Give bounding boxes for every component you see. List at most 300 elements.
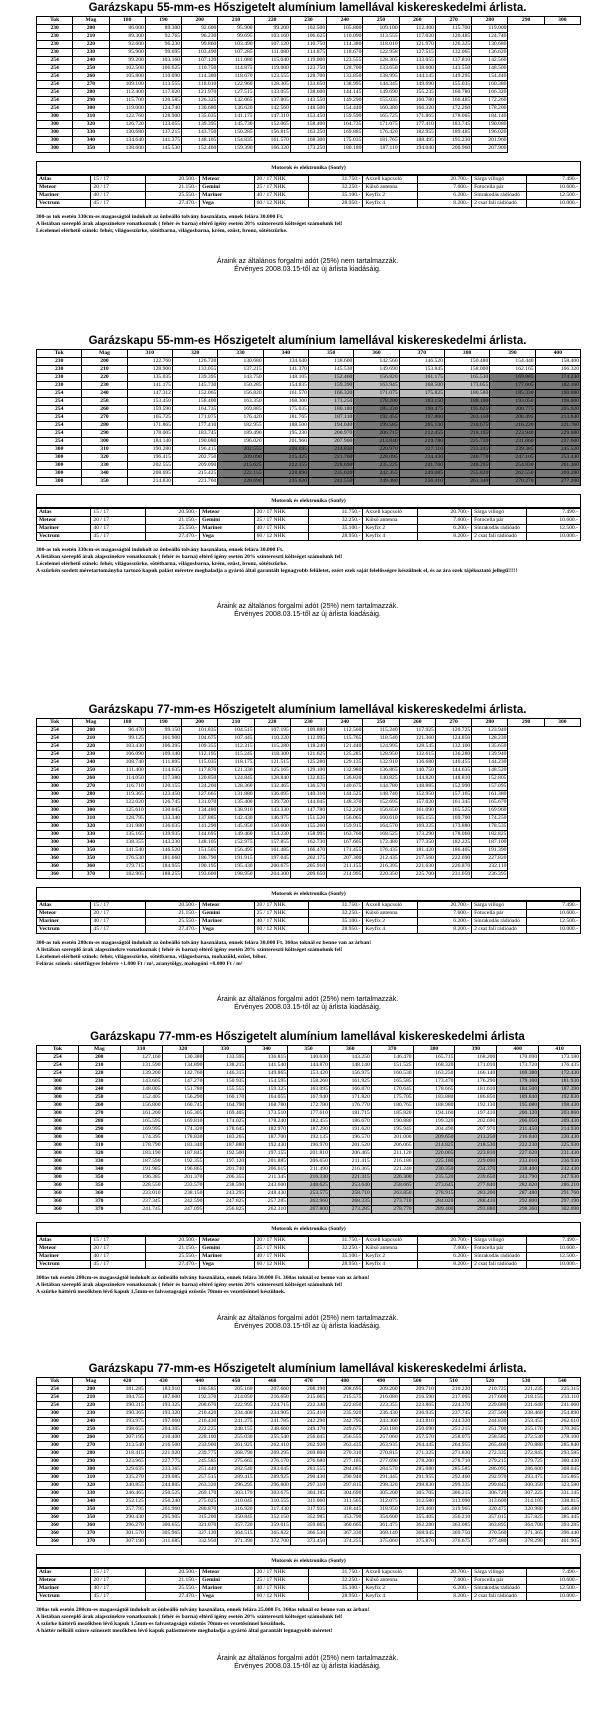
row-key: 320 bbox=[73, 1482, 109, 1490]
accessory-cell: Meteor bbox=[37, 1577, 91, 1585]
price-cell: 293.880 bbox=[455, 1206, 497, 1214]
price-cell: 250.525 bbox=[145, 1490, 181, 1498]
price-cell: 122.760 bbox=[127, 358, 172, 366]
accessory-cell: Gemini bbox=[200, 1577, 254, 1585]
price-cell: 175.705 bbox=[371, 1094, 413, 1102]
accessory-cell: 20.500.- bbox=[145, 176, 199, 184]
price-cell: 257.060 bbox=[363, 1434, 399, 1442]
price-cell: 137.215 bbox=[218, 366, 263, 374]
price-cell: 373.450 bbox=[290, 1538, 326, 1546]
notes-block bbox=[36, 547, 596, 603]
row-key: 260 bbox=[78, 1102, 120, 1110]
price-cell: 233.010 bbox=[497, 1158, 539, 1166]
price-cell: 181.285 bbox=[109, 1386, 145, 1394]
row-key: 340 bbox=[78, 1166, 120, 1174]
accessory-cell: Keyfix 2 bbox=[363, 525, 417, 533]
price-cell: 140.310 bbox=[290, 791, 326, 799]
accessory-cell: 25.550.- bbox=[145, 1585, 199, 1593]
price-cell: 181.420 bbox=[399, 847, 435, 855]
price-cell: 242.590 bbox=[162, 1198, 204, 1206]
row-key: 260 bbox=[73, 775, 109, 783]
price-cell: 136.280 bbox=[435, 751, 471, 759]
price-cell: 212.455 bbox=[399, 430, 444, 438]
price-cell: 296.270 bbox=[109, 1522, 145, 1530]
price-cell: 138.600 bbox=[109, 145, 145, 153]
price-cell: 171.010 bbox=[455, 1062, 497, 1070]
price-cell: 271.325 bbox=[399, 1450, 435, 1458]
price-cell: 127.515 bbox=[399, 49, 435, 57]
accessory-cell: 20.700.- bbox=[417, 902, 471, 910]
row-key: 300 bbox=[37, 1498, 73, 1506]
price-cell: 116.710 bbox=[109, 783, 145, 791]
price-cell: 96.470 bbox=[109, 727, 145, 735]
table-row bbox=[37, 1110, 581, 1118]
accessory-cell: Mariner bbox=[200, 1585, 254, 1593]
price-cell: 222.850 bbox=[327, 1402, 363, 1410]
row-key: 300 bbox=[37, 454, 82, 462]
row-key: 254 bbox=[37, 422, 82, 430]
price-cell: 204.490 bbox=[413, 1126, 455, 1134]
price-cell: 239.385 bbox=[490, 446, 535, 454]
price-cell: 142.430 bbox=[218, 815, 254, 823]
price-cell: 149.295 bbox=[435, 73, 471, 81]
price-cell: 262.550 bbox=[490, 470, 535, 478]
table-row bbox=[37, 65, 581, 73]
note-line: A szürke háttérű mezőkben lévő kapuk 1,5mm-es falvastagságú ezüstös 70mm-es vezetősínnel készülnek. bbox=[36, 1621, 286, 1627]
price-cell: 216.180 bbox=[371, 1158, 413, 1166]
price-cell: 227.775 bbox=[145, 1458, 181, 1466]
accessory-cell: 7.490.- bbox=[526, 1237, 580, 1245]
price-cell: 224.370 bbox=[435, 1402, 471, 1410]
table-row bbox=[37, 470, 581, 478]
price-cell: 285.080 bbox=[399, 1466, 435, 1474]
price-cell: 133.650 bbox=[363, 65, 399, 73]
price-cell: 123.940 bbox=[472, 727, 508, 735]
price-cell: 277.200 bbox=[535, 478, 580, 486]
price-cell: 283.555 bbox=[290, 1466, 326, 1474]
price-cell: 136.620 bbox=[472, 49, 508, 57]
accessory-cell: 32.250.- bbox=[308, 184, 362, 192]
price-cell: 192.370 bbox=[182, 1394, 218, 1402]
price-cell: 144.635 bbox=[435, 767, 471, 775]
price-cell: 307.225 bbox=[508, 1490, 544, 1498]
accessory-row bbox=[37, 910, 581, 918]
accessory-row bbox=[37, 1593, 581, 1601]
price-cell: 126.720 bbox=[172, 358, 217, 366]
accessory-cell: 40 / 17 bbox=[91, 525, 145, 533]
price-cell: 293.585 bbox=[544, 1450, 580, 1458]
width-header: 400 bbox=[535, 350, 580, 358]
price-cell: 298.830 bbox=[399, 1482, 435, 1490]
accessory-cell: Axxell kapcsoló bbox=[363, 902, 417, 910]
price-cell: 234.905 bbox=[254, 1410, 290, 1418]
motor-heading: Motorok és elektronika (Sonfy) bbox=[36, 1554, 581, 1568]
price-cell: 372.700 bbox=[254, 1538, 290, 1546]
price-cell: 117.870 bbox=[182, 767, 218, 775]
price-cell: 232.110 bbox=[472, 863, 508, 871]
price-cell: 157.095 bbox=[472, 783, 508, 791]
price-cell: 187.110 bbox=[308, 414, 353, 422]
row-key: 300 bbox=[37, 1150, 79, 1158]
price-cell: 217.560 bbox=[399, 855, 435, 863]
price-cell: 164.735 bbox=[327, 121, 363, 129]
row-key: 300 bbox=[37, 478, 82, 486]
price-cell: 249.480 bbox=[354, 478, 399, 486]
row-key: 370 bbox=[73, 1530, 109, 1538]
accessory-cell: Axxell kapcsoló bbox=[363, 176, 417, 184]
notes-block bbox=[36, 940, 596, 996]
price-cell: 262.310 bbox=[246, 1206, 288, 1214]
row-key: 290 bbox=[73, 1458, 109, 1466]
accessory-row bbox=[37, 902, 581, 910]
price-cell: 177.605 bbox=[490, 382, 535, 390]
price-cell: 201.000 bbox=[371, 1134, 413, 1142]
price-cell: 222.690 bbox=[435, 855, 471, 863]
price-cell: 154.440 bbox=[327, 105, 363, 113]
price-cell: 103.490 bbox=[218, 41, 254, 49]
price-cell: 241.760 bbox=[399, 462, 444, 470]
price-table bbox=[36, 1377, 581, 1546]
row-key: 254 bbox=[37, 1054, 79, 1062]
price-cell: 282.020 bbox=[497, 1182, 539, 1190]
price-cell: 300.430 bbox=[544, 1458, 580, 1466]
row-key: 280 bbox=[73, 1450, 109, 1458]
table-row bbox=[37, 1402, 581, 1410]
price-cell: 243.295 bbox=[204, 1190, 246, 1198]
price-cell: 375.870 bbox=[399, 1538, 435, 1546]
accessory-table bbox=[36, 508, 581, 541]
price-cell: 148.740 bbox=[363, 791, 399, 799]
accessory-cell: Sínrakodás rádióadó bbox=[472, 1253, 526, 1261]
price-cell: 201.370 bbox=[162, 1174, 204, 1182]
price-cell: 208.695 bbox=[327, 1386, 363, 1394]
table-row bbox=[37, 727, 581, 735]
row-key: 300 bbox=[37, 1158, 79, 1166]
price-cell: 110.090 bbox=[145, 73, 181, 81]
price-cell: 217.095 bbox=[435, 1394, 471, 1402]
accessory-cell: Sínrakodás rádióadó bbox=[472, 918, 526, 926]
price-cell: 192.430 bbox=[246, 1142, 288, 1150]
header-row bbox=[37, 1378, 581, 1386]
price-cell: 123.750 bbox=[290, 65, 326, 73]
row-key: 230 bbox=[37, 25, 73, 33]
price-cell: 118.670 bbox=[218, 73, 254, 81]
accessory-cell: 7.600.- bbox=[417, 184, 471, 192]
price-cell: 128.700 bbox=[290, 73, 326, 81]
price-cell: 270.310 bbox=[327, 1450, 363, 1458]
price-cell: 215.065 bbox=[290, 1394, 326, 1402]
note-line: 300as tok esetén 280cm-es magasságtól indokolt az önbeálló tolvány használata, ennek felára 30.000 Ft. 360as toknál ez benne van az árban! bbox=[36, 1275, 370, 1281]
price-cell: 375.060 bbox=[363, 1538, 399, 1546]
price-cell: 197.410 bbox=[455, 1110, 497, 1118]
price-cell: 201.960 bbox=[263, 438, 308, 446]
price-cell: 138.995 bbox=[363, 73, 399, 81]
price-cell: 164.055 bbox=[246, 1094, 288, 1102]
price-cell: 144.230 bbox=[472, 759, 508, 767]
price-cell: 173.880 bbox=[435, 823, 471, 831]
row-key: 240 bbox=[73, 1418, 109, 1426]
price-cell: 320.980 bbox=[508, 1506, 544, 1514]
price-cell: 221.760 bbox=[308, 454, 353, 462]
price-cell: 190.080 bbox=[535, 390, 580, 398]
accessory-row bbox=[37, 926, 581, 934]
row-key: 360 bbox=[37, 1198, 79, 1206]
price-cell: 178.200 bbox=[354, 398, 399, 406]
price-cell: 187.100 bbox=[472, 839, 508, 847]
price-cell: 136.620 bbox=[218, 105, 254, 113]
price-cell: 161.090 bbox=[399, 807, 435, 815]
row-key: 300 bbox=[37, 1482, 73, 1490]
price-cell: 166.320 bbox=[308, 390, 353, 398]
accessory-cell: 25 / 17 NHK bbox=[254, 1577, 308, 1585]
price-cell: 146.520 bbox=[399, 358, 444, 366]
accessory-row bbox=[37, 200, 581, 208]
price-cell: 185.330 bbox=[490, 390, 535, 398]
price-cell: 369.750 bbox=[435, 1530, 471, 1538]
price-cell: 139.395 bbox=[172, 374, 217, 382]
price-cell: 115.700 bbox=[435, 25, 471, 33]
accessory-cell: 25.550.- bbox=[145, 192, 199, 200]
price-cell: 163.945 bbox=[354, 382, 399, 390]
price-cell: 92.765 bbox=[145, 33, 181, 41]
accessory-cell: 20.700.- bbox=[417, 509, 471, 517]
price-cell: 121.440 bbox=[327, 743, 363, 751]
price-cell: 289.925 bbox=[254, 1474, 290, 1482]
price-cell: 188.500 bbox=[263, 422, 308, 430]
price-cell: 220.970 bbox=[354, 446, 399, 454]
price-cell: 273.645 bbox=[413, 1182, 455, 1190]
price-cell: 111.400 bbox=[109, 767, 145, 775]
price-cell: 128.900 bbox=[145, 113, 181, 121]
row-key: 200 bbox=[73, 1386, 109, 1394]
price-cell: 168.780 bbox=[246, 1102, 288, 1110]
price-cell: 216.365 bbox=[329, 1166, 371, 1174]
price-cell: 130.680 bbox=[472, 41, 508, 49]
accessory-cell: 25.550.- bbox=[145, 525, 199, 533]
table-row bbox=[37, 1426, 581, 1434]
price-cell: 125.285 bbox=[327, 751, 363, 759]
price-cell: 167.940 bbox=[288, 1094, 330, 1102]
accessory-row bbox=[37, 1569, 581, 1577]
price-cell: 206.465 bbox=[329, 1150, 371, 1158]
price-cell: 182.160 bbox=[535, 382, 580, 390]
price-cell: 265.460 bbox=[472, 1442, 508, 1450]
accessory-cell: Külső antenna bbox=[363, 910, 417, 918]
price-cell: 202.555 bbox=[127, 462, 172, 470]
accessory-cell: 32.250.- bbox=[308, 517, 362, 525]
price-cell: 245.520 bbox=[535, 446, 580, 454]
table-row bbox=[37, 1442, 581, 1450]
width-header: 280 bbox=[472, 17, 508, 25]
price-cell: 196.570 bbox=[329, 1134, 371, 1142]
price-cell: 205.910 bbox=[290, 863, 326, 871]
price-cell: 214.830 bbox=[308, 446, 353, 454]
row-key: 300 bbox=[37, 1450, 73, 1458]
row-key: 230 bbox=[73, 751, 109, 759]
accessory-cell: 2 csat fali rádióadó bbox=[472, 200, 526, 208]
row-key: 300 bbox=[37, 807, 73, 815]
accessory-cell: Mariner bbox=[200, 918, 254, 926]
accessory-cell: 15 / 17 bbox=[91, 1569, 145, 1577]
price-cell: 168.320 bbox=[413, 1062, 455, 1070]
price-cell: 205.920 bbox=[535, 406, 580, 414]
price-cell: 188.255 bbox=[145, 871, 181, 879]
price-cell: 237.345 bbox=[120, 1198, 162, 1206]
width-header: 310 bbox=[127, 350, 172, 358]
price-cell: 120.485 bbox=[435, 33, 471, 41]
price-cell: 300.655 bbox=[145, 1522, 181, 1530]
price-cell: 284.570 bbox=[363, 1466, 399, 1474]
price-cell: 248.660 bbox=[254, 1426, 290, 1434]
price-cell: 299.335 bbox=[435, 1482, 471, 1490]
price-cell: 161.485 bbox=[254, 847, 290, 855]
price-cell: 183.265 bbox=[204, 1134, 246, 1142]
price-cell: 165.725 bbox=[363, 113, 399, 121]
row-key: 210 bbox=[73, 33, 109, 41]
price-cell: 99.125 bbox=[109, 735, 145, 743]
price-cell: 107.195 bbox=[254, 727, 290, 735]
row-key: 300 bbox=[37, 113, 73, 121]
price-cell: 346.480 bbox=[544, 1506, 580, 1514]
price-cell: 332.950 bbox=[182, 1538, 218, 1546]
table-row bbox=[37, 831, 581, 839]
price-cell: 241.275 bbox=[218, 1418, 254, 1426]
price-cell: 209.650 bbox=[413, 1134, 455, 1142]
price-cell: 144.145 bbox=[399, 73, 435, 81]
corner-header: Tok bbox=[37, 350, 82, 358]
table-row bbox=[37, 33, 581, 41]
price-cell: 99.200 bbox=[254, 25, 290, 33]
price-cell: 134.640 bbox=[263, 358, 308, 366]
price-cell: 197.155 bbox=[246, 1150, 288, 1158]
price-cell: 202.690 bbox=[455, 1118, 497, 1126]
accessory-cell: Mariner bbox=[37, 1253, 91, 1261]
price-cell: 221.630 bbox=[399, 863, 435, 871]
price-cell: 158.400 bbox=[172, 398, 217, 406]
width-header: 180 bbox=[109, 719, 145, 727]
price-cell: 181.930 bbox=[539, 1078, 581, 1086]
row-key: 300 bbox=[37, 121, 73, 129]
row-key: 300 bbox=[73, 1466, 109, 1474]
price-cell: 149.460 bbox=[218, 831, 254, 839]
price-cell: 210.400 bbox=[145, 1434, 181, 1442]
price-cell: 198.430 bbox=[539, 1102, 581, 1110]
price-cell: 236.930 bbox=[539, 1158, 581, 1166]
price-cell: 295.905 bbox=[145, 1514, 181, 1522]
width-header: 460 bbox=[254, 1378, 290, 1386]
price-cell: 169.225 bbox=[399, 823, 435, 831]
price-cell: 253.440 bbox=[535, 454, 580, 462]
corner-header: Tok bbox=[37, 719, 73, 727]
table-row bbox=[37, 113, 581, 121]
row-key: 360 bbox=[37, 1182, 79, 1190]
price-cell: 227.110 bbox=[399, 446, 444, 454]
price-cell: 132.980 bbox=[327, 767, 363, 775]
note-line: A listában szereplő árak alapszínekre vonatkoznak ( fehér és barna) eltérő igény esetén 20% színtereszti költséget számolunk fel! bbox=[36, 221, 343, 227]
price-cell: 190.365 bbox=[109, 1410, 145, 1418]
row-key: 254 bbox=[37, 759, 73, 767]
price-cell: 122.020 bbox=[109, 799, 145, 807]
price-cell: 207.970 bbox=[455, 1126, 497, 1134]
row-key: 280 bbox=[73, 791, 109, 799]
accessory-cell: 10.000.- bbox=[526, 926, 580, 934]
accessory-cell: 20 / 17 bbox=[91, 184, 145, 192]
price-cell: 132.100 bbox=[435, 743, 471, 751]
price-cell: 138.995 bbox=[327, 81, 363, 89]
price-cell: 147.780 bbox=[290, 807, 326, 815]
row-key: 350 bbox=[82, 478, 127, 486]
price-cell: 206.065 bbox=[371, 1142, 413, 1150]
price-cell: 292.460 bbox=[435, 1474, 471, 1482]
accessory-cell: 20 / 17 bbox=[91, 517, 145, 525]
accessory-cell: 8.200.- bbox=[417, 1593, 471, 1601]
price-cell: 255.030 bbox=[218, 1434, 254, 1442]
price-cell: 311.060 bbox=[290, 1498, 326, 1506]
row-key: 230 bbox=[37, 374, 82, 382]
price-cell: 235.410 bbox=[290, 1410, 326, 1418]
accessory-cell: Vectrum bbox=[37, 200, 91, 208]
price-cell: 214.995 bbox=[327, 871, 363, 879]
price-cell: 222.230 bbox=[497, 1142, 539, 1150]
accessory-cell: Külső antenna bbox=[363, 517, 417, 525]
footer bbox=[0, 603, 615, 619]
accessory-row bbox=[37, 533, 581, 541]
price-cell: 310.045 bbox=[218, 1498, 254, 1506]
accessory-cell: Atlas bbox=[37, 509, 91, 517]
table-row bbox=[37, 145, 581, 153]
price-cell: 264.955 bbox=[435, 1442, 471, 1450]
price-cell: 134.640 bbox=[109, 137, 145, 145]
price-cell: 238.590 bbox=[204, 1182, 246, 1190]
price-cell: 138.215 bbox=[204, 1062, 246, 1070]
price-cell: 156.800 bbox=[120, 1102, 162, 1110]
accessory-cell: 8.200.- bbox=[417, 926, 471, 934]
row-key: 320 bbox=[73, 823, 109, 831]
price-cell: 377.480 bbox=[472, 1538, 508, 1546]
price-cell: 150.600 bbox=[254, 823, 290, 831]
price-cell: 120.585 bbox=[145, 97, 181, 105]
row-key: 250 bbox=[73, 767, 109, 775]
price-cell: 191.620 bbox=[329, 1126, 371, 1134]
table-row bbox=[37, 1506, 581, 1514]
table-row bbox=[37, 847, 581, 855]
price-cell: 229.090 bbox=[455, 1158, 497, 1166]
price-cell: 114.050 bbox=[109, 775, 145, 783]
table-row bbox=[37, 1410, 581, 1418]
note-line: A szürkén szedett méretartományba tartozó kapuk palást méretre meghaladja a gyártó által garantált legnagyobb felületet, ezért ezek saját felelősségre készülnek el, és az ára ezek tájékoztató jellegű!!!!! bbox=[36, 568, 518, 574]
price-cell: 190.880 bbox=[371, 1118, 413, 1126]
price-cell: 283.045 bbox=[254, 1466, 290, 1474]
price-cell: 119.365 bbox=[109, 791, 145, 799]
price-cell: 262.410 bbox=[254, 1442, 290, 1450]
row-key: 370 bbox=[78, 1198, 120, 1206]
price-cell: 242.430 bbox=[539, 1166, 581, 1174]
row-key: 300 bbox=[37, 775, 73, 783]
price-cell: 189.840 bbox=[497, 1094, 539, 1102]
accessory-cell: Külső antenna bbox=[363, 184, 417, 192]
price-cell: 178.005 bbox=[127, 430, 172, 438]
width-header: 180 bbox=[109, 17, 145, 25]
price-cell: 276.680 bbox=[290, 1458, 326, 1466]
price-cell: 168.500 bbox=[399, 382, 444, 390]
price-cell: 249.085 bbox=[399, 470, 444, 478]
price-cell: 200.775 bbox=[490, 406, 535, 414]
price-cell: 177.410 bbox=[399, 121, 435, 129]
price-cell: 202.750 bbox=[172, 454, 217, 462]
corner-header: Mag bbox=[82, 350, 127, 358]
price-cell: 277.185 bbox=[327, 1458, 363, 1466]
price-cell: 120.850 bbox=[182, 775, 218, 783]
